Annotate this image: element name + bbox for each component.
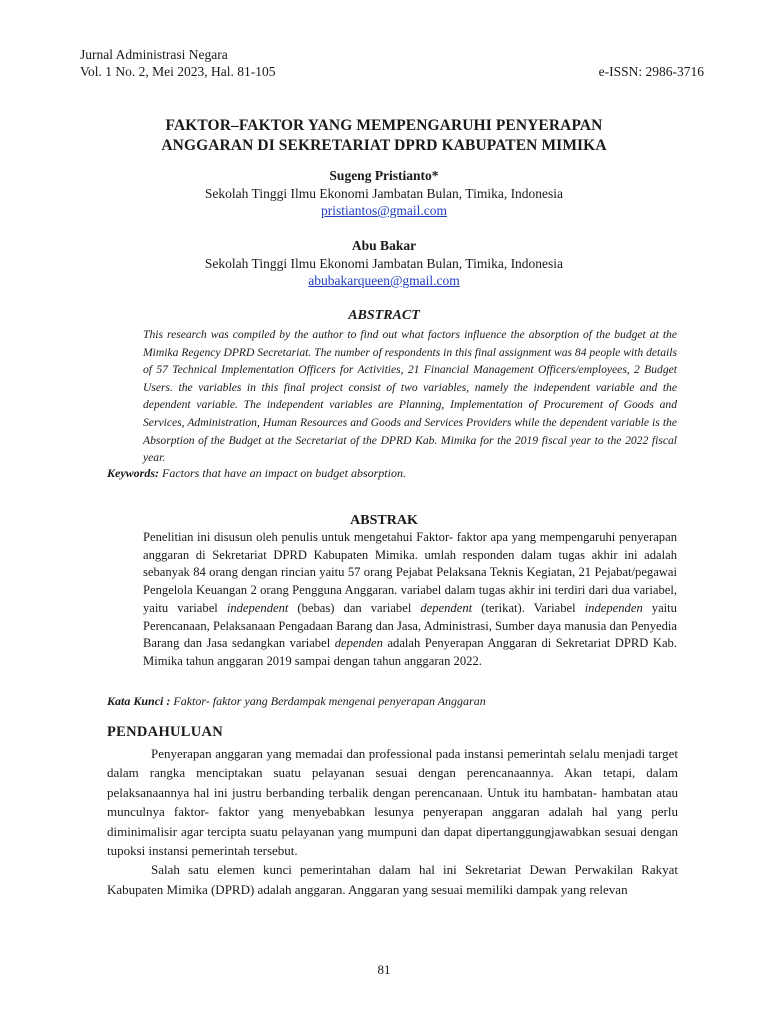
keywords — [107, 466, 406, 481]
title-line-1: FAKTOR–FAKTOR YANG MEMPENGARUHI PENYERAPAN — [165, 117, 603, 134]
abstract-text: This research was compiled by the author to find out what factors influence the absorption of the budget at the Mimika Regency DPRD Secretariat. The number of respondents in this final assignment was 84 people with details of 57 Technical Implementation Officers for Activities, 21 Financial Management Officers/employees, 2 Budget Users. the variables in this final project consist of two variables, namely the independent variable and the dependent variable. The independent variables are Planning, Implementation of Procurement of Goods and Services, Administration, Human Resources and Goods and Services Providers while the dependent variable is the Absorption of the Budget at the Secretariat of the DPRD Kab. Mimika for the 2019 fiscal year to the 2022 fiscal year. — [143, 328, 677, 465]
abstrak-text-part: Penelitian ini disusun oleh penulis untuk mengetahui Faktor- faktor apa yang mempengaruhi penyerapan anggaran di Sekretariat DPRD Kabupaten Mimika. umlah responden dalam tugas akhir ini adalah sebanyak 84 orang dengan rincian yaitu 57 orang Pejabat Pelaksana Teknis Kegiatan, 21 Pejabat/pegawai Pengelola Keuangan 2 orang Pengguna Anggaran. variabel dalam tugas akhir ini terdiri dari dua variabel, yaitu variabel — [143, 530, 677, 615]
keywords-text: Factors that have an impact on budget absorption. — [159, 466, 406, 480]
abstract-heading: ABSTRACT — [348, 308, 420, 323]
author-affiliation: Sekolah Tinggi Ilmu Ekonomi Jambatan Bulan, Timika, Indonesia — [204, 185, 564, 201]
eissn: e-ISSN: 2986-3716 — [598, 64, 704, 79]
abstrak-italic-term: dependent — [420, 600, 473, 615]
author-2 — [0, 237, 768, 290]
abstrak-italic-term: independent — [226, 600, 289, 615]
abstrak-text-part: (bebas) dan variabel — [288, 600, 421, 615]
pendahuluan-body — [107, 744, 678, 899]
abstrak-italic-term: independen — [584, 600, 643, 615]
author-name: Abu Bakar — [351, 238, 417, 253]
keywords-label: Keywords: — [107, 466, 159, 480]
page-number: 81 — [377, 962, 391, 977]
paragraph: Salah satu elemen kunci pemerintahan dalam hal ini Sekretariat Dewan Perwakilan Rakyat Kabupaten Mimika (DPRD) adalah anggaran. Anggaran yang sesuai memiliki dampak yang relevan — [107, 862, 678, 897]
author-affiliation: Sekolah Tinggi Ilmu Ekonomi Jambatan Bulan, Timika, Indonesia — [204, 255, 564, 271]
abstrak-text — [143, 529, 677, 671]
journal-header — [80, 46, 276, 80]
title-line-2: ANGGARAN DI SEKRETARIAT DPRD KABUPATEN MIMIKA — [161, 137, 607, 154]
author-email-link[interactable]: pristiantos@gmail.com — [320, 203, 448, 218]
kata-kunci — [107, 694, 486, 709]
paragraph: Penyerapan anggaran yang memadai dan professional pada instansi pemerintah selalu menjadi target dalam rangka menciptakan suatu pelayanan sesuai dengan perencanaannya. Akan tetapi, dalam pelaksanaannya hal ini justru berbanding terbalik dengan perencanaan. Untuk itu hambatan- hambatan atau munculnya faktor- faktor yang menyebabkan lesunya penyerapan anggaran adalah hal yang perlu diminimalisir agar tercipta suatu pelayanan yang mumpuni dan dapat dipertanggungjawabkan sesuai dengan tupoksi instansi pemerintah tersebut. — [107, 746, 678, 859]
paper-title — [0, 116, 768, 156]
abstrak-italic-term: dependen — [334, 636, 383, 651]
section-heading-pendahuluan: PENDAHULUAN — [107, 724, 224, 740]
abstrak-text-part: yaitu Perencanaan, Pelaksanaan Pengadaan Barang dan Jasa, Administrasi, Sumber daya manusia dan Penyedia Barang dan Jasa sedangkan variabel — [143, 600, 677, 651]
abstrak-heading: ABSTRAK — [350, 513, 418, 528]
abstrak-text-part: (terikat). Variabel — [472, 600, 585, 615]
author-name: Sugeng Pristianto* — [329, 168, 439, 183]
volume-info: Vol. 1 No. 2, Mei 2023, Hal. 81-105 — [80, 64, 276, 79]
abstrak-text-part: adalah Penyerapan Anggaran di Sekretariat DPRD Kab. Mimika tahun anggaran 2019 sampai dengan tahun anggaran 2022. — [143, 636, 678, 668]
author-email-link[interactable]: abubakarqueen@gmail.com — [308, 273, 460, 288]
kata-kunci-label: Kata Kunci : — [107, 694, 171, 708]
author-1 — [0, 167, 768, 220]
journal-name: Jurnal Administrasi Negara — [80, 47, 228, 62]
kata-kunci-text: Faktor- faktor yang Berdampak mengenai penyerapan Anggaran — [170, 694, 486, 708]
